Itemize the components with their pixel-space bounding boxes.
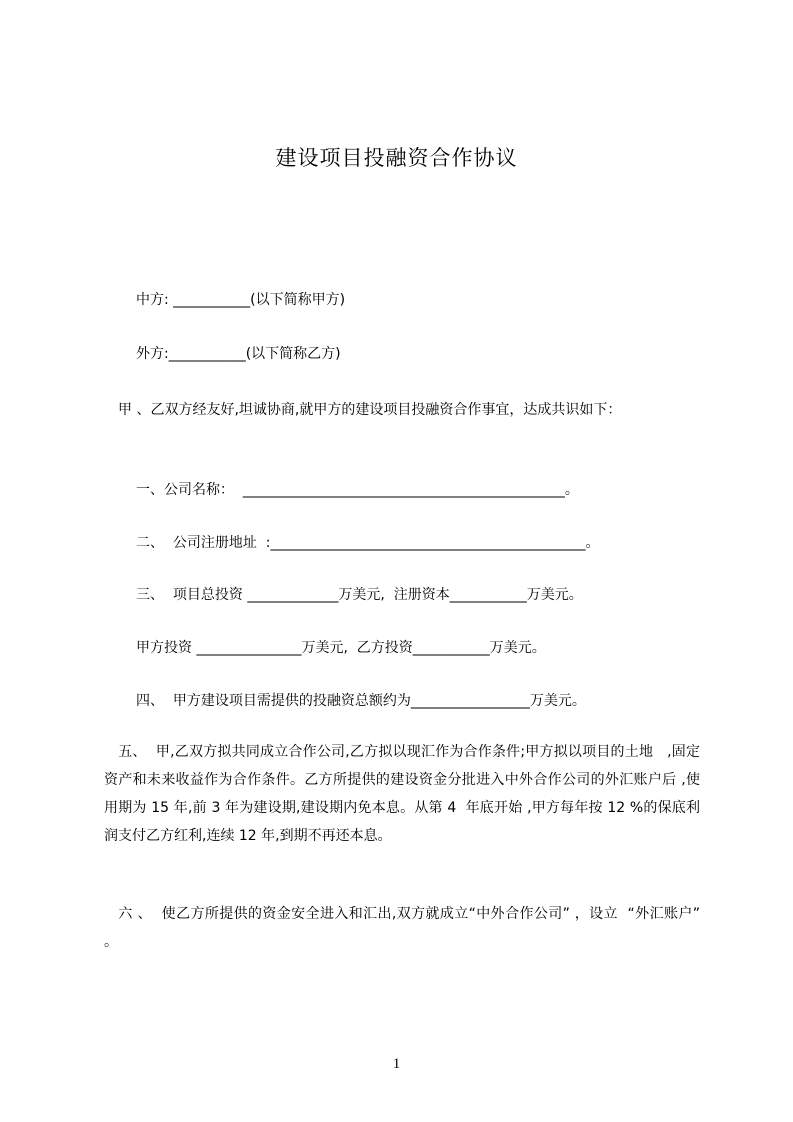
page-number: 1 xyxy=(392,1056,401,1072)
clause-5-paragraph: 五、 甲,乙双方拟共同成立合作公司,乙方拟以现汇作为合作条件;甲方拟以项目的土地 ,固定资产和未来收益作为合作条件。乙方所提供的建设资金分批进入中外合作公司的外汇账户后 ,使用期为 15 年,前 3 年为建设期,建设期内免本息。从第 4 年底开始 ,甲方每年按 12 %的保底利润支付乙方红利,连续 12 年,到期不再还本息。 xyxy=(104,744,700,844)
party-a-line: 中方: ___________(以下简称甲方) xyxy=(136,292,346,308)
clause-1-company-name: 一、公司名称： ______________________________________________。 xyxy=(136,482,579,498)
clause-4-financing-total: 四、 甲方建设项目需提供的投融资总额约为_________________万美元。 xyxy=(136,693,586,709)
clause-2-registered-address: 二、 公司注册地址 :_____________________________________________。 xyxy=(136,535,600,551)
clause-6-paragraph: 六 、 使乙方所提供的资金安全进入和汇出,双方就成立“中外合作公司” ，设立 “外汇账户” 。 xyxy=(104,906,709,950)
intro-paragraph: 甲 、乙双方经友好,坦诚协商,就甲方的建设项目投融资合作事宜，达成共识如下： xyxy=(104,402,622,418)
clause-3-party-investment: 甲方投资 _______________万美元, 乙方投资___________万美元。 xyxy=(136,640,546,656)
clause-3-total-investment: 三、 项目总投资 _____________万美元, 注册资本___________万美元。 xyxy=(136,587,583,603)
document-title: 建设项目投融资合作协议 xyxy=(275,146,518,170)
party-b-line: 外方:___________(以下简称乙方) xyxy=(136,346,341,362)
